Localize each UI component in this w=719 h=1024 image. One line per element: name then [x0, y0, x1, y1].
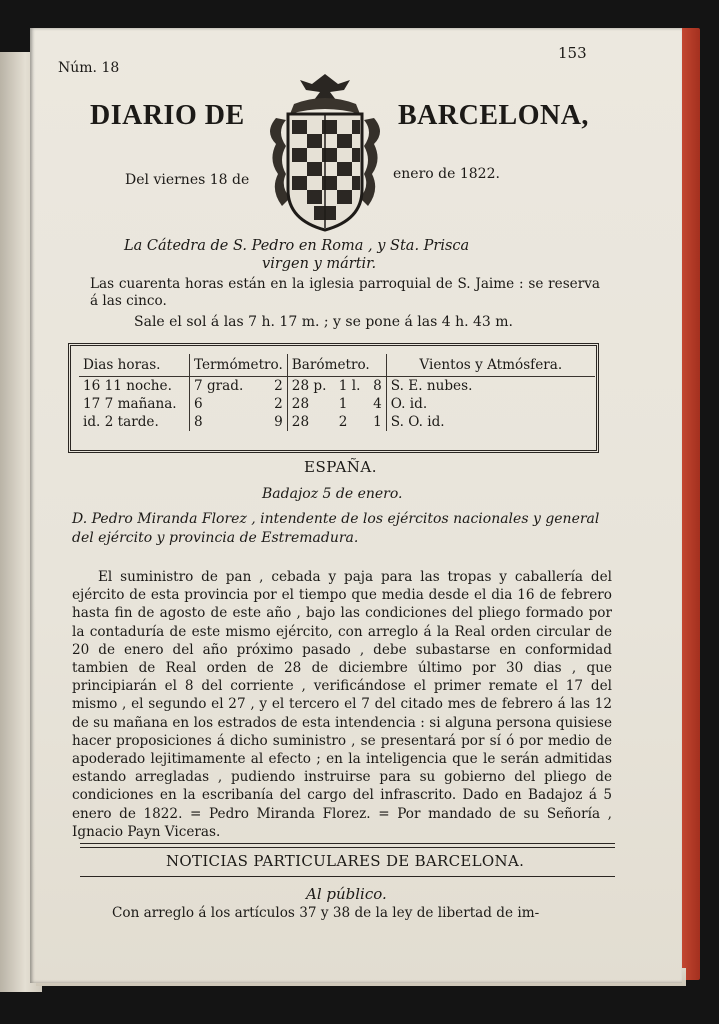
- barcelona-coat-of-arms-icon: [264, 70, 386, 236]
- issue-number: Núm. 18: [58, 60, 120, 76]
- page-number: 153: [558, 44, 587, 62]
- cell-temp-frac: 9: [274, 414, 283, 430]
- cell-temp: 6: [190, 395, 265, 413]
- cell-wind: S. O. id.: [386, 413, 595, 431]
- al-publico-heading: Al público.: [306, 885, 387, 903]
- cell-baro-frac: 4: [373, 396, 382, 412]
- cell-time: id. 2 tarde.: [83, 414, 159, 430]
- weather-table: [68, 343, 599, 453]
- sunrise-sunset: Sale el sol á las 7 h. 17 m. ; y se pone á las 4 h. 43 m.: [134, 314, 513, 330]
- table-row: [79, 377, 595, 396]
- section-heading-espana: ESPAÑA.: [304, 458, 377, 476]
- dateline: Badajoz 5 de enero.: [262, 486, 403, 502]
- section-divider: [80, 876, 615, 877]
- cell-time: 16 11 noche.: [83, 378, 172, 394]
- saints-of-day-line2: virgen y mártir.: [262, 256, 377, 272]
- saints-of-day-line1: La Cátedra de S. Pedro en Roma , y Sta. Prisca: [124, 238, 470, 254]
- cell-wind: S. E. nubes.: [386, 377, 595, 396]
- header-barometer: Barómetro.: [287, 354, 386, 377]
- cell-baro-l: 2: [338, 414, 348, 430]
- cell-temp-frac: 2: [274, 378, 283, 394]
- header-thermometer: Termómetro.: [190, 354, 288, 377]
- header-winds: Vientos y Atmósfera.: [386, 354, 595, 377]
- cell-temp-frac: 2: [274, 396, 283, 412]
- cell-baro-l: 1 l.: [338, 378, 361, 394]
- cell-baro-p: 28: [287, 413, 334, 431]
- cell-baro-frac: 1: [373, 414, 382, 430]
- forty-hours-notice: Las cuarenta horas están en la iglesia parroquial de S. Jaime : se reserva á las cinco.: [90, 276, 600, 309]
- cell-baro-l: 1: [338, 396, 348, 412]
- cell-temp: 7 grad.: [190, 377, 265, 396]
- date-right: enero de 1822.: [393, 166, 500, 182]
- article-first-line: Con arreglo á los artículos 37 y 38 de la ley de libertad de im-: [112, 905, 540, 921]
- weather-table-header: [79, 354, 595, 377]
- cell-time: 17 7 mañana.: [83, 396, 177, 412]
- masthead-right: BARCELONA,: [398, 100, 589, 131]
- cell-baro-frac: 8: [373, 378, 382, 394]
- table-row: [79, 413, 595, 431]
- header-days: Dias horas.: [79, 354, 190, 377]
- cell-wind: O. id.: [386, 395, 595, 413]
- intendente-heading: D. Pedro Miranda Florez , intendente de los ejércitos nacionales y general del ejército y provincia de Estremadura.: [72, 511, 600, 546]
- section-divider: [80, 843, 615, 848]
- cell-baro-p: 28: [287, 395, 334, 413]
- cell-baro-p: 28 p.: [287, 377, 334, 396]
- main-article-text: El suministro de pan , cebada y paja para las tropas y caballería del ejército de esta provincia por el tiempo que media desde el dia 16 de febrero hasta fin de agosto de este año , bajo las condiciones del pliego formado por la contaduría de este mismo ejército, con arreglo á la Real orden circular de 20 de enero del año próximo pasado , debe subastarse en conformidad tambien de Real orden de 28 de diciembre último por 30 dias , que principiarán el 8 del corriente , verificándose el primer remate el 17 del mismo , el segundo el 27 , y el tercero el 7 del citado mes de febrero á las 12 de su mañana en los estrados de esta intendencia : si alguna persona quisiese hacer proposiciones á dicho suministro , se presentará por sí ó por medio de apoderado lejitimamente al efecto ; en la inteligencia que le serán admitidas estando arregladas , pudiendo instruirse para su gobierno del pliego de condiciones en la escribanía del cargo del infrascrito. Dado en Badajoz á 5 enero de 1822. = Pedro Miranda Florez. = Por mandado de su Señoría , Ignacio Payn Viceras.: [72, 569, 612, 840]
- section-heading-noticias: NOTICIAS PARTICULARES DE BARCELONA.: [166, 852, 525, 870]
- date-left: Del viernes 18 de: [125, 172, 250, 188]
- table-row: [79, 395, 595, 413]
- cell-temp: 8: [190, 413, 265, 431]
- masthead-left: DIARIO DE: [90, 100, 245, 131]
